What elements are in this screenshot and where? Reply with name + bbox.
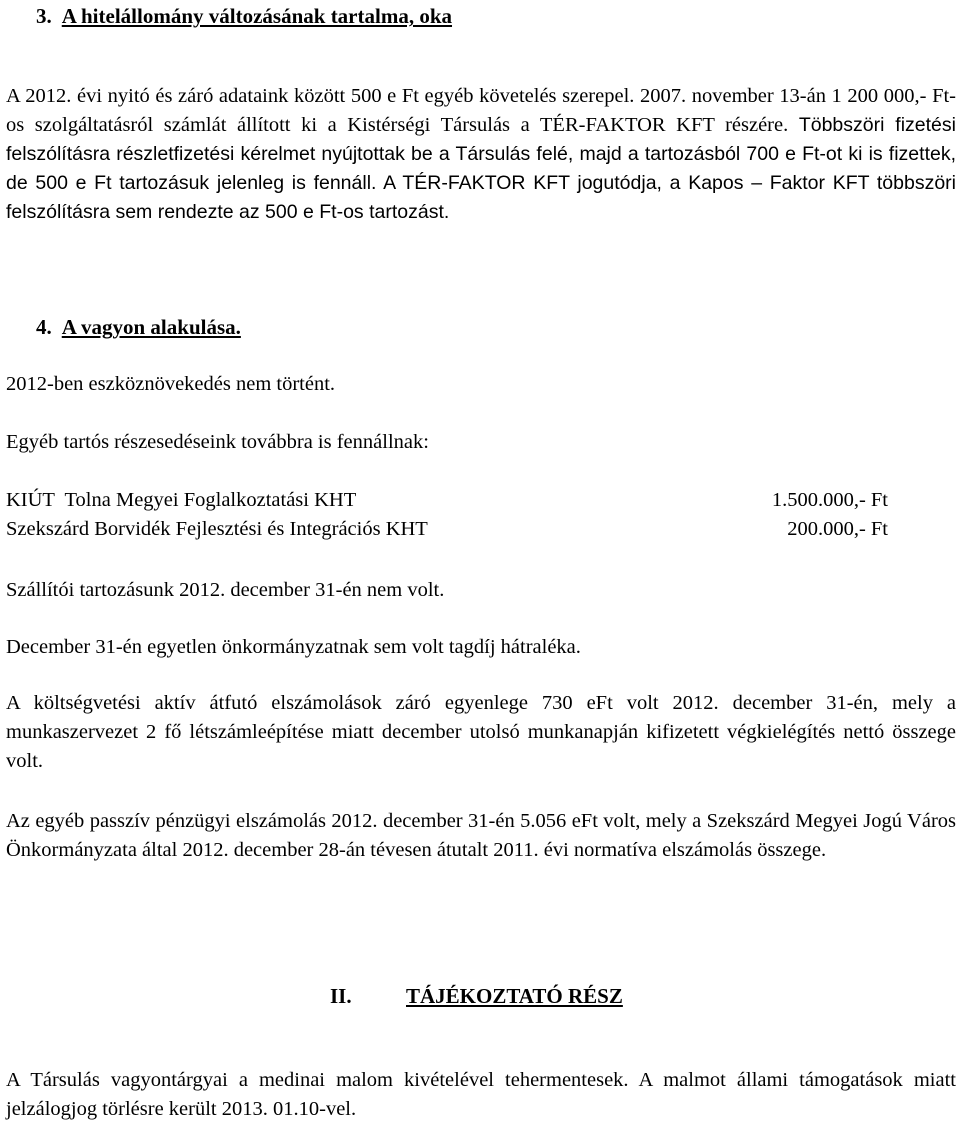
part-ii-title: TÁJÉKOZTATÓ RÉSZ — [406, 984, 623, 1008]
membership-fee-line: December 31-én egyetlen önkormányzatnak sem volt tagdíj hátraléka. — [6, 636, 581, 658]
supplier-debt-line: Szállítói tartozásunk 2012. december 31-én nem volt. — [6, 579, 445, 601]
section-3-paragraph — [6, 82, 956, 227]
section-3-title: A hitelállomány változásának tartalma, oka — [61, 4, 453, 28]
holding-amount: 1.500.000,- Ft — [771, 489, 888, 511]
section-3-number: 3. — [36, 4, 52, 28]
holding-row — [6, 515, 956, 544]
holding-name: KIÚT Tolna Megyei Foglalkoztatási KHT — [6, 489, 357, 511]
holding-amount: 200.000,- Ft — [787, 518, 888, 540]
holdings-list — [6, 486, 956, 544]
active-settlement-paragraph: A költségvetési aktív átfutó elszámolások záró egyenlege 730 eFt volt 2012. december 31-én, mely a munkaszervezet 2 fő létszámleépítése miatt december utolsó munkanapján kifizetett végkielégítés nettó összege volt. — [6, 692, 956, 772]
holding-name: Szekszárd Borvidék Fejlesztési és Integrációs KHT — [6, 518, 428, 540]
holding-row — [6, 486, 956, 515]
part-ii-paragraph: A Társulás vagyontárgyai a medinai malom kivételével tehermentesek. A malmot állami támogatások miatt jelzálogjog törlésre került 2013. 01.10-vel. — [6, 1069, 956, 1120]
section-4-heading — [36, 313, 241, 342]
section-4-number: 4. — [36, 315, 52, 339]
section-3-heading — [36, 2, 452, 31]
section-4-title: A vagyon alakulása. — [61, 315, 241, 339]
passive-settlement-paragraph: Az egyéb passzív pénzügyi elszámolás 2012. december 31-én 5.056 eFt volt, mely a Szekszárd Megyei Jogú Város Önkormányzata által 2012. december 28-án tévesen átutalt 2011. évi normatíva elszámolás összege. — [6, 810, 956, 861]
holdings-intro-line: Egyéb tartós részesedéseink továbbra is fennállnak: — [6, 431, 429, 453]
part-ii-number: II. — [330, 984, 352, 1008]
section-3-text-sans: Többszöri fizetési felszólításra részletfizetési kérelmet nyújtottak be a Társulás felé, majd a tartozásból 700 e Ft-ot ki is fizettek, de 500 e Ft tartozásuk jelenleg is fennáll. A TÉR-FAKTOR KFT jogutódja, a Kapos – Faktor KFT többszöri felszólításra sem rendezte az 500 e Ft-os tartozást. — [6, 114, 956, 223]
section-3-text: A 2012. évi nyitó és záró adataink között 500 e Ft egyéb követelés szerepel. 2007. november 13-án 1 200 000,- Ft-os szolgáltatásról számlát állított ki a Kistérségi Társulás a TÉR-FAKTOR KFT részére. — [6, 85, 956, 136]
asset-growth-line: 2012-ben eszköznövekedés nem történt. — [6, 373, 336, 395]
